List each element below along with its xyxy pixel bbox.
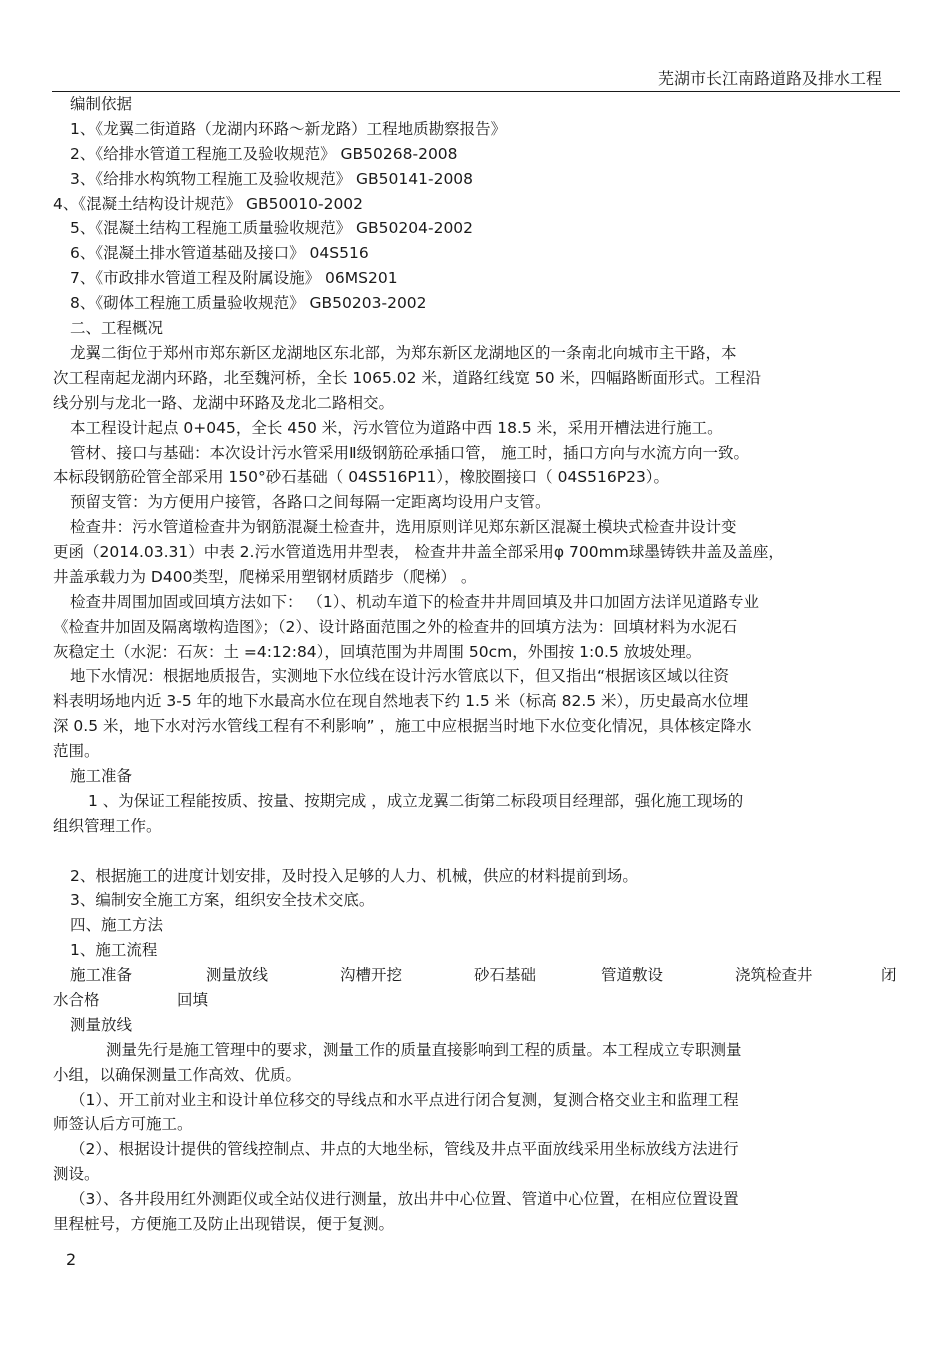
basis-item-6: 6、《混凝土排水管道基础及接口》 04S516 (70, 244, 369, 262)
survey-paragraph-line: 小组，以确保测量工作高效、优质。 (53, 1066, 302, 1084)
basis-item-3: 3、《给排水构筑物工程施工及验收规范》 GB50141-2008 (70, 170, 474, 188)
backfill-line: 灰稳定土（水泥：石灰：土 =4:12:84），回填范围为井周围 50cm，外围按 1:0.5 放坡处理。 (53, 643, 702, 661)
overview-paragraph-line: 线分别与龙北一路、龙湖中环路及龙北二路相交。 (53, 394, 395, 412)
survey-item-2: （2）、根据设计提供的管线控制点、井点的大地坐标，管线及井点平面放线采用坐标放线方法进行 (70, 1140, 739, 1158)
flow-step: 回填 (177, 991, 209, 1009)
flow-step: 闭 (881, 966, 897, 984)
basis-item-2: 2、《给排水管道工程施工及验收规范》 GB50268-2008 (70, 145, 458, 163)
overview-paragraph-line: 龙翼二街位于郑州市郑东新区龙湖地区东北部，为郑东新区龙湖地区的一条南北向城市主干路，本 (70, 344, 737, 362)
manhole-line: 更函（2014.03.31）中表 2.污水管道选用井型表， 检查井井盖全部采用φ 700mm球墨铸铁井盖及盖座， (53, 543, 784, 561)
heading-method: 四、施工方法 (70, 916, 164, 934)
flow-step: 管道敷设 (601, 966, 664, 984)
basis-item-1: 1、《龙翼二街道路（龙湖内环路～新龙路）工程地质勘察报告》 (70, 120, 507, 138)
survey-item-3: （3）、各井段用红外测距仪或全站仪进行测量，放出井中心位置、管道中心位置，在相应位置设置 (70, 1190, 739, 1208)
page-number: 2 (66, 1250, 77, 1269)
flow-step: 水合格 (53, 991, 100, 1009)
flow-step: 测量放线 (206, 966, 269, 984)
branch-pipe-line: 预留支管：为方便用户接管，各路口之间每隔一定距离均设用户支管。 (70, 493, 551, 511)
backfill-line: 《检查井加固及隔离墩构造图》；（2）、设计路面范围之外的检查井的回填方法为：回填材料为水泥石 (53, 618, 738, 636)
pipe-material-line: 管材、接口与基础：本次设计污水管采用Ⅱ级钢筋砼承插口管， 施工时，插口方向与水流方向一致。 (70, 444, 750, 462)
heading-preparation: 施工准备 (70, 767, 133, 785)
survey-item-3: 里程桩号，方便施工及防止出现错误，便于复测。 (53, 1215, 395, 1233)
groundwater-line: 料表明场地内近 3-5 年的地下水最高水位在现自然地表下约 1.5 米（标高 82.5 米），历史最高水位埋 (53, 692, 749, 710)
manhole-line: 井盖承载力为 D400类型，爬梯采用塑钢材质踏步（爬梯） 。 (53, 568, 477, 586)
pipe-material-line: 本标段钢筋砼管全部采用 150°砂石基础（ 04S516P11），橡胶圈接口（ 04S516P23）。 (53, 468, 670, 486)
heading-survey: 测量放线 (70, 1016, 133, 1034)
heading-process: 1、施工流程 (70, 941, 158, 959)
preparation-item-3: 3、编制安全施工方案，组织安全技术交底。 (70, 891, 375, 909)
preparation-item-1: 组织管理工作。 (53, 817, 162, 835)
survey-item-1: （1）、开工前对业主和设计单位移交的导线点和水平点进行闭合复测，复测合格交业主和监理工程 (70, 1091, 739, 1109)
survey-paragraph-line: 测量先行是施工管理中的要求，测量工作的质量直接影响到工程的质量。本工程成立专职测量 (106, 1041, 742, 1059)
basis-item-4: 4、《混凝土结构设计规范》 GB50010-2002 (53, 195, 364, 213)
flow-step: 浇筑检查井 (735, 966, 813, 984)
groundwater-line: 地下水情况：根据地质报告，实测地下水位线在设计污水管底以下，但又指出“根据该区域以往资 (70, 667, 730, 685)
preparation-item-1: 1 、为保证工程能按质、按量、按期完成 ，成立龙翼二街第二标段项目经理部，强化施工现场的 (88, 792, 744, 810)
backfill-line: 检查井周围加固或回填方法如下： （1）、机动车道下的检查井井周回填及井口加固方法详见道路专业 (70, 593, 760, 611)
manhole-line: 检查井：污水管道检查井为钢筋混凝土检查井，选用原则详见郑东新区混凝土模块式检查井设计变 (70, 518, 737, 536)
preparation-item-2: 2、根据施工的进度计划安排，及时投入足够的人力、机械，供应的材料提前到场。 (70, 867, 638, 885)
groundwater-line: 范围。 (53, 742, 100, 760)
basis-item-7: 7、《市政排水管道工程及附属设施》 06MS201 (70, 269, 398, 287)
survey-item-1: 师签认后方可施工。 (53, 1115, 193, 1133)
flow-step: 施工准备 (70, 966, 133, 984)
basis-item-8: 8、《砌体工程施工质量验收规范》 GB50203-2002 (70, 294, 427, 312)
flow-step: 砂石基础 (474, 966, 537, 984)
heading-basis: 编制依据 (70, 95, 133, 113)
basis-item-5: 5、《混凝土结构工程施工质量验收规范》 GB50204-2002 (70, 219, 474, 237)
header-rule (52, 91, 900, 92)
page-header-title: 芜湖市长江南路道路及排水工程 (657, 69, 882, 88)
flow-step: 沟槽开挖 (340, 966, 403, 984)
heading-overview: 二、工程概况 (70, 319, 164, 337)
groundwater-line: 深 0.5 米，地下水对污水管线工程有不利影响” ，施工中应根据当时地下水位变化情况，具体核定降水 (53, 717, 752, 735)
overview-paragraph-line: 次工程南起龙湖内环路，北至魏河桥，全长 1065.02 米，道路红线宽 50 米，四幅路断面形式。工程沿 (53, 369, 762, 387)
survey-item-2: 测设。 (53, 1165, 100, 1183)
design-start-line: 本工程设计起点 0+045，全长 450 米，污水管位为道路中西 18.5 米，采用开槽法进行施工。 (70, 419, 723, 437)
